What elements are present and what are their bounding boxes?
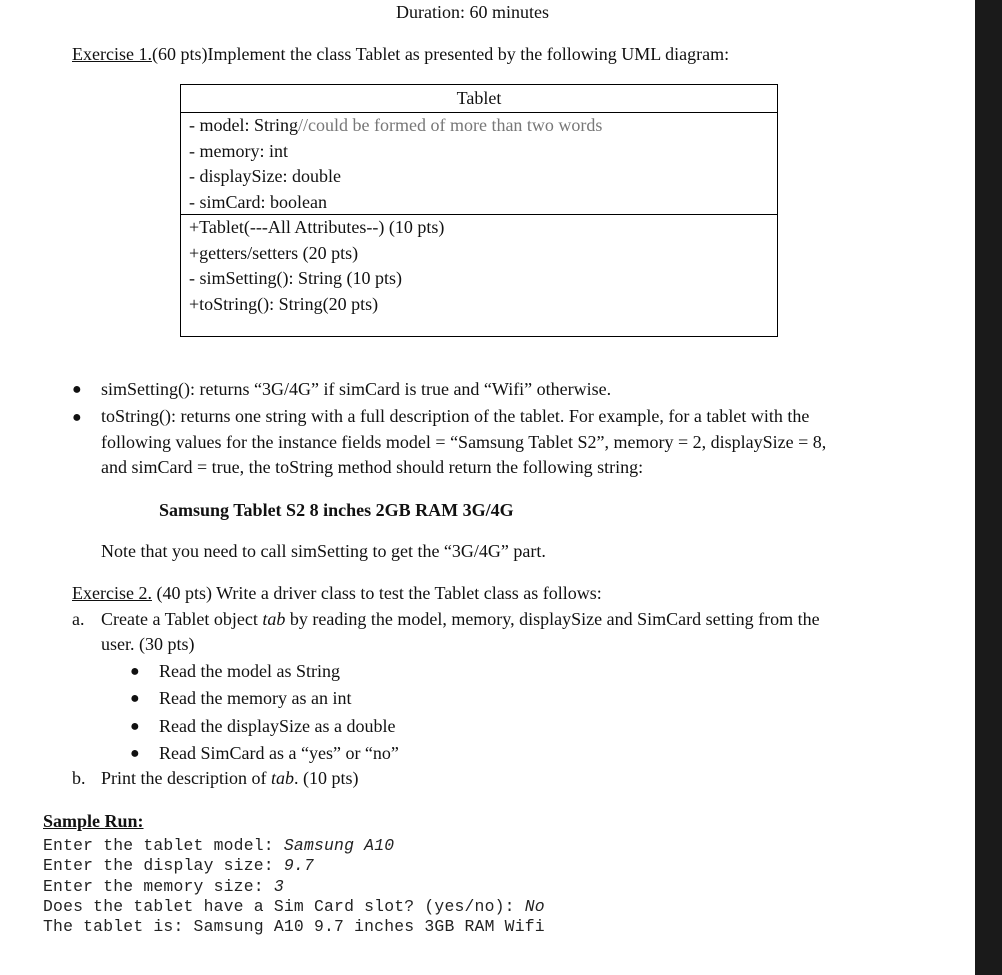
uml-attribute: - memory: int <box>189 140 288 161</box>
right-edge-bar <box>975 0 1002 975</box>
console-input: Samsung A10 <box>283 836 395 855</box>
item-b-tab: tab <box>270 768 294 788</box>
console-output: The tablet is: Samsung A10 9.7 inches 3GB RAM Wifi <box>43 917 545 936</box>
exercise2-heading <box>72 583 602 604</box>
console-input: No <box>524 897 545 916</box>
uml-attributes <box>181 113 777 215</box>
console-input: 3 <box>273 877 284 896</box>
uml-attribute-text: - model: String <box>189 115 298 135</box>
item-a-line2: user. (30 pts) <box>101 634 195 654</box>
console-prompt: Does the tablet have a Sim Card slot? (yes/no): <box>43 897 525 916</box>
bullet-dot-icon: ● <box>130 690 140 707</box>
uml-operation: +getters/setters (20 pts) <box>189 242 359 263</box>
console-line <box>43 856 314 875</box>
example-output: Samsung Tablet S2 8 inches 2GB RAM 3G/4G <box>159 500 514 520</box>
exercise1-label: Exercise 1. <box>72 44 152 64</box>
uml-diagram <box>180 84 778 337</box>
uml-attribute: - simCard: boolean <box>189 191 327 212</box>
item-b-part2: . (10 pts) <box>294 768 359 788</box>
sub-item: Read SimCard as a “yes” or “no” <box>159 743 399 763</box>
item-a-marker: a. <box>72 609 85 629</box>
sub-item: Read the memory as an int <box>159 688 352 708</box>
console-line <box>43 877 284 896</box>
bullet-dot-icon: ● <box>130 745 140 762</box>
bullet-to-string-line: following values for the instance fields model = “Samsung Tablet S2”, memory = 2, displaySize = 8, <box>101 432 827 452</box>
uml-operation: +Tablet(---All Attributes--) (10 pts) <box>189 217 445 237</box>
uml-operation: - simSetting(): String (10 pts) <box>189 268 402 288</box>
item-b-line <box>101 768 359 789</box>
uml-operation: +toString(): String(20 pts) <box>189 293 379 314</box>
console-prompt: Enter the tablet model: <box>43 836 284 855</box>
item-a-line <box>101 609 820 630</box>
item-b-marker: b. <box>72 768 86 788</box>
console-line <box>43 836 394 855</box>
exercise1-text: (60 pts)Implement the class Tablet as presented by the following UML diagram: <box>151 44 730 64</box>
uml-attribute-comment: //could be formed of more than two words <box>298 115 603 135</box>
uml-attribute <box>189 113 769 139</box>
item-a-tab: tab <box>262 609 286 629</box>
console-line <box>43 917 545 936</box>
console-input: 9.7 <box>283 856 314 875</box>
uml-class-name: Tablet <box>181 85 777 113</box>
sub-item: Read the displaySize as a double <box>159 716 396 736</box>
bullet-sim-setting: simSetting(): returns “3G/4G” if simCard is true and “Wifi” otherwise. <box>101 379 612 399</box>
bullet-to-string-line: and simCard = true, the toString method should return the following string: <box>101 457 644 477</box>
item-b-part1: Print the description of <box>101 768 271 788</box>
console-prompt: Enter the display size: <box>43 856 284 875</box>
bullet-dot-icon: ● <box>72 381 82 398</box>
duration-header: Duration: 60 minutes <box>396 2 549 22</box>
bullet-dot-icon: ● <box>72 409 82 426</box>
exercise1-heading <box>72 44 729 65</box>
item-a-part2: by reading the model, memory, displaySize and SimCard setting from the <box>285 609 820 629</box>
item-a-part1: Create a Tablet object <box>101 609 263 629</box>
bullet-to-string-line: toString(): returns one string with a full description of the tablet. For example, for a tablet with the <box>101 406 810 426</box>
sub-item: Read the model as String <box>159 661 340 681</box>
uml-attribute: - displaySize: double <box>189 166 341 186</box>
console-line <box>43 897 545 916</box>
bullet-dot-icon: ● <box>130 663 140 680</box>
console-prompt: Enter the memory size: <box>43 877 274 896</box>
exercise2-text: (40 pts) Write a driver class to test the Tablet class as follows: <box>151 583 602 603</box>
exercise2-label: Exercise 2. <box>72 583 152 603</box>
bullet-dot-icon: ● <box>130 718 140 735</box>
sample-run-title: Sample Run: <box>43 811 144 831</box>
note-text: Note that you need to call simSetting to get the “3G/4G” part. <box>101 541 546 561</box>
uml-operations <box>181 215 777 317</box>
